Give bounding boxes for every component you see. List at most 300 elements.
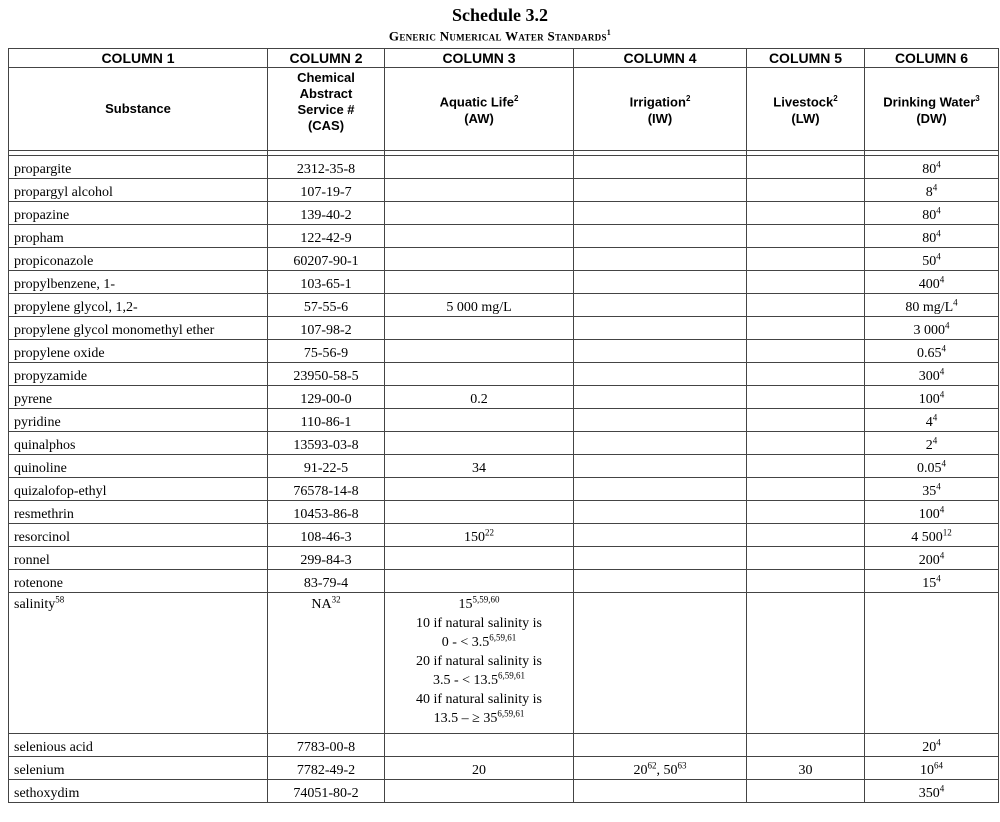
substance-text: quinalphos: [14, 438, 76, 453]
cas-cell: [268, 386, 385, 409]
table-row: [9, 202, 999, 225]
dw-cell: [865, 294, 999, 317]
dw-footnote: 4: [939, 366, 945, 377]
substance-cell: [9, 409, 268, 432]
cas-text: 83-79-4: [303, 576, 349, 591]
dw-footnote: 4: [953, 297, 958, 308]
lw-cell: [747, 179, 865, 202]
aw-line-1: 15: [458, 597, 473, 612]
dw-footnote: 4: [939, 550, 945, 561]
substance-cell: [9, 340, 268, 363]
dw-footnote: 4: [939, 783, 945, 794]
dw-text: 3 000: [913, 323, 945, 338]
substance-cell: [9, 757, 268, 780]
dw-footnote: 4: [939, 274, 945, 285]
aw-cell: [385, 363, 574, 386]
aw-cell: [385, 757, 574, 780]
cas-cell: [268, 202, 385, 225]
lw-cell: [747, 271, 865, 294]
substance-cell: [9, 317, 268, 340]
cas-cell: [268, 734, 385, 757]
cas-text: 2312-35-8: [296, 162, 356, 177]
aw-line-7-footnote: 6,59,61: [497, 708, 525, 719]
substance-cell: [9, 570, 268, 593]
aw-abbrev: (AW): [464, 110, 494, 126]
substance-label: Substance: [105, 101, 171, 116]
substance-footnote: 58: [55, 594, 65, 605]
dw-text: 0.05: [917, 461, 942, 476]
iw-cell: [574, 501, 747, 524]
aw-label: Aquatic Life: [439, 94, 514, 110]
aw-cell: [385, 340, 574, 363]
iw-cell: [574, 179, 747, 202]
dw-footnote: 4: [936, 481, 941, 492]
cas-text: 60207-90-1: [293, 254, 359, 269]
aw-line-1-footnote: 5,59,60: [472, 594, 500, 605]
substance-cell: [9, 271, 268, 294]
cas-cell: [268, 757, 385, 780]
dw-text: 80: [922, 208, 937, 223]
table-body-after: [9, 734, 999, 803]
document-page: [0, 5, 1000, 822]
substance-text: propylene oxide: [14, 346, 105, 361]
substance-cell: [9, 179, 268, 202]
substance-cell: [9, 501, 268, 524]
cas-label-4: (CAS): [307, 118, 345, 133]
cas-text: 7783-00-8: [296, 740, 356, 755]
cas-header: [268, 68, 385, 151]
table-row: [9, 524, 999, 547]
cas-cell: [268, 524, 385, 547]
dw-cell: [865, 386, 999, 409]
dw-cell: [865, 363, 999, 386]
table-row: [9, 225, 999, 248]
aw-line-5-footnote: 6,59,61: [498, 670, 526, 681]
lw-cell: [747, 478, 865, 501]
iw-cell: [574, 734, 747, 757]
column-3-header: COLUMN 3: [385, 49, 574, 68]
dw-text: 400: [918, 277, 940, 292]
table-row: [9, 317, 999, 340]
substance-text: propiconazole: [14, 254, 94, 269]
cas-text: 23950-58-5: [293, 369, 359, 384]
dw-footnote: 4: [932, 435, 938, 446]
cas-text: 57-55-6: [303, 300, 349, 315]
substance-cell: [9, 593, 268, 734]
substance-cell: [9, 225, 268, 248]
column-4-header: COLUMN 4: [574, 49, 747, 68]
dw-cell: [865, 179, 999, 202]
substance-text: propylene glycol monomethyl ether: [14, 323, 215, 338]
dw-footnote: 3: [975, 94, 980, 104]
dw-footnote: 4: [932, 182, 938, 193]
substance-text: resorcinol: [14, 530, 70, 545]
substance-cell: [9, 455, 268, 478]
dw-cell: [865, 455, 999, 478]
dw-text: 10: [920, 763, 934, 778]
iw-cell: [574, 524, 747, 547]
iw-cell: [574, 386, 747, 409]
table-row: [9, 501, 999, 524]
aw-cell: [385, 734, 574, 757]
aw-text: 150: [464, 530, 485, 545]
cas-cell: [268, 593, 385, 734]
substance-cell: [9, 547, 268, 570]
dw-cell: [865, 734, 999, 757]
aw-line-7: 13.5 – ≥ 35: [433, 711, 498, 726]
substance-text: propham: [14, 231, 64, 246]
substance-cell: [9, 248, 268, 271]
substance-cell: [9, 202, 268, 225]
iw-cell: [574, 156, 747, 179]
substance-cell: [9, 363, 268, 386]
cas-text: 108-46-3: [300, 530, 352, 545]
cas-text: 91-22-5: [303, 461, 349, 476]
dw-text: 300: [918, 369, 940, 384]
table-row: [9, 455, 999, 478]
dw-cell: [865, 248, 999, 271]
cas-cell: [268, 478, 385, 501]
iw-footnote: 2: [685, 94, 691, 104]
substance-cell: [9, 524, 268, 547]
iw-cell: [574, 570, 747, 593]
substance-text: rotenone: [14, 576, 63, 591]
cas-text: 75-56-9: [303, 346, 349, 361]
dw-cell: [865, 340, 999, 363]
aw-text: 5 000 mg/L: [446, 300, 512, 315]
dw-cell: [865, 225, 999, 248]
dw-text: 50: [922, 254, 937, 269]
cas-cell: [268, 317, 385, 340]
column-1-header: COLUMN 1: [9, 49, 268, 68]
iw-cell: [574, 409, 747, 432]
dw-text: 4 500: [911, 530, 943, 545]
cas-cell: [268, 271, 385, 294]
substance-header: [9, 68, 268, 151]
iw-label: Irrigation: [629, 94, 686, 110]
substance-text: propyzamide: [14, 369, 88, 384]
cas-cell: [268, 780, 385, 803]
aw-cell: [385, 593, 574, 734]
lw-cell: [747, 225, 865, 248]
water-standards-table: [8, 48, 999, 803]
cas-text: 76578-14-8: [293, 484, 359, 499]
cas-cell: [268, 432, 385, 455]
substance-text: resmethrin: [14, 507, 74, 522]
substance-text: selenious acid: [14, 740, 93, 755]
cas-text: 107-19-7: [300, 185, 352, 200]
cas-text: 13593-03-8: [293, 438, 359, 453]
column-number-row: [9, 49, 999, 68]
lw-abbrev: (LW): [791, 110, 820, 126]
substance-text: pyridine: [14, 415, 61, 430]
lw-cell: [747, 455, 865, 478]
aw-line-4: 20 if natural salinity is: [416, 654, 542, 669]
table-row: [9, 547, 999, 570]
dw-cell: [865, 524, 999, 547]
dw-footnote: 4: [936, 205, 941, 216]
aw-cell: [385, 156, 574, 179]
dw-footnote: 4: [936, 251, 941, 262]
cas-text: 129-00-0: [300, 392, 352, 407]
cas-cell: [268, 340, 385, 363]
substance-text: propargite: [14, 162, 72, 177]
aw-text: 34: [472, 461, 486, 476]
iw-cell: [574, 202, 747, 225]
dw-text: 20: [922, 740, 937, 755]
cas-cell: [268, 248, 385, 271]
cas-text: 107-98-2: [300, 323, 352, 338]
dw-text: 0.65: [917, 346, 942, 361]
dw-text: 4: [925, 415, 933, 430]
substance-cell: [9, 432, 268, 455]
substance-text: sethoxydim: [14, 786, 80, 801]
substance-cell: [9, 780, 268, 803]
aw-cell: [385, 271, 574, 294]
iw-cell: [574, 432, 747, 455]
lw-cell: [747, 524, 865, 547]
aw-cell: [385, 570, 574, 593]
dw-text: 80 mg/L: [905, 300, 954, 315]
lw-cell: [747, 317, 865, 340]
aw-footnote: 2: [513, 94, 519, 104]
iw-footnote: 62: [647, 760, 657, 771]
dw-cell: [865, 317, 999, 340]
substance-text: propazine: [14, 208, 70, 223]
dw-cell: [865, 156, 999, 179]
substance-cell: [9, 294, 268, 317]
subtitle-footnote: 1: [606, 28, 612, 37]
table-row: [9, 248, 999, 271]
table-row: [9, 271, 999, 294]
table-row: [9, 294, 999, 317]
table-row: [9, 409, 999, 432]
dw-text: 35: [922, 484, 937, 499]
schedule-subtitle: [0, 25, 1000, 43]
lw-cell: [747, 570, 865, 593]
iw-cell: [574, 363, 747, 386]
aw-cell: [385, 179, 574, 202]
cas-text: 7782-49-2: [296, 763, 356, 778]
iw-text-2: , 50: [656, 763, 678, 778]
lw-cell: [747, 294, 865, 317]
livestock-header: [747, 68, 865, 151]
iw-cell: [574, 593, 747, 734]
dw-text: 350: [918, 786, 940, 801]
iw-cell: [574, 478, 747, 501]
cas-text: 110-86-1: [300, 415, 352, 430]
drinking-water-header: [865, 68, 999, 151]
dw-text: 100: [918, 507, 940, 522]
table-row: [9, 432, 999, 455]
lw-cell: [747, 734, 865, 757]
column-5-header: COLUMN 5: [747, 49, 865, 68]
iw-cell: [574, 248, 747, 271]
substance-text: propylbenzene, 1-: [14, 277, 116, 292]
dw-cell: [865, 757, 999, 780]
cas-label-2: Abstract: [299, 86, 353, 101]
dw-footnote: 4: [941, 343, 946, 354]
cas-cell: [268, 225, 385, 248]
aw-cell: [385, 455, 574, 478]
dw-text: 2: [925, 438, 933, 453]
cas-text: 139-40-2: [300, 208, 352, 223]
lw-label: Livestock: [773, 94, 834, 110]
dw-cell: [865, 547, 999, 570]
cas-label-3: Service #: [297, 102, 355, 117]
dw-footnote: 4: [939, 504, 945, 515]
lw-cell: [747, 409, 865, 432]
aw-text: 0.2: [470, 392, 488, 407]
table-body: [9, 156, 999, 593]
substance-cell: [9, 478, 268, 501]
lw-cell: [747, 248, 865, 271]
cas-text: 74051-80-2: [293, 786, 359, 801]
dw-abbrev: (DW): [916, 110, 947, 126]
dw-footnote: 4: [936, 573, 941, 584]
dw-footnote: 64: [934, 760, 943, 771]
dw-label: Drinking Water: [883, 94, 976, 110]
cas-text: 103-65-1: [300, 277, 352, 292]
cas-cell: [268, 156, 385, 179]
dw-footnote: 4: [945, 320, 950, 331]
table-row: [9, 734, 999, 757]
cas-cell: [268, 501, 385, 524]
aw-cell: [385, 524, 574, 547]
aw-footnote: 22: [485, 527, 494, 538]
lw-cell: [747, 501, 865, 524]
dw-footnote: 4: [939, 389, 945, 400]
aw-line-6: 40 if natural salinity is: [416, 692, 542, 707]
lw-cell: [747, 202, 865, 225]
aw-cell: [385, 202, 574, 225]
cas-footnote: 32: [331, 594, 341, 605]
dw-cell: [865, 593, 999, 734]
lw-cell: [747, 340, 865, 363]
lw-cell: [747, 363, 865, 386]
table-row-salinity: [9, 593, 999, 734]
iw-text: 20: [633, 763, 648, 778]
cas-label-1: Chemical: [297, 70, 355, 85]
lw-cell: [747, 757, 865, 780]
lw-cell: [747, 386, 865, 409]
dw-cell: [865, 780, 999, 803]
column-2-header: COLUMN 2: [268, 49, 385, 68]
cas-cell: [268, 179, 385, 202]
irrigation-header: [574, 68, 747, 151]
substance-text: salinity: [14, 597, 56, 612]
dw-footnote: 4: [941, 458, 946, 469]
substance-cell: [9, 734, 268, 757]
table-row: [9, 570, 999, 593]
substance-text: propylene glycol, 1,2-: [14, 300, 138, 315]
dw-cell: [865, 409, 999, 432]
iw-abbrev: (IW): [647, 110, 673, 126]
subtitle-text: Generic Numerical Water Standards: [388, 28, 607, 44]
table-row: [9, 780, 999, 803]
dw-cell: [865, 271, 999, 294]
aw-cell: [385, 317, 574, 340]
aw-text: 20: [472, 763, 486, 778]
substance-text: quizalofop-ethyl: [14, 484, 107, 499]
aw-cell: [385, 501, 574, 524]
cas-cell: [268, 294, 385, 317]
column-title-row: [9, 68, 999, 151]
dw-footnote: 12: [942, 527, 952, 538]
aw-cell: [385, 432, 574, 455]
aw-line-2: 10 if natural salinity is: [416, 616, 542, 631]
cas-text: NA: [311, 597, 332, 612]
substance-text: quinoline: [14, 461, 67, 476]
dw-footnote: 4: [936, 159, 941, 170]
aw-line-3: 0 - < 3.5: [441, 635, 490, 650]
aw-cell: [385, 294, 574, 317]
substance-cell: [9, 386, 268, 409]
aw-cell: [385, 225, 574, 248]
iw-cell: [574, 340, 747, 363]
cas-cell: [268, 455, 385, 478]
dw-cell: [865, 570, 999, 593]
table-row: [9, 340, 999, 363]
dw-cell: [865, 432, 999, 455]
lw-text: 30: [798, 763, 813, 778]
iw-footnote-2: 63: [677, 760, 687, 771]
iw-cell: [574, 271, 747, 294]
lw-cell: [747, 432, 865, 455]
dw-cell: [865, 202, 999, 225]
lw-cell: [747, 780, 865, 803]
table-row: [9, 757, 999, 780]
salinity-body: [9, 593, 999, 734]
aw-cell: [385, 409, 574, 432]
aw-line-3-footnote: 6,59,61: [489, 632, 517, 643]
aw-cell: [385, 478, 574, 501]
table-row: [9, 363, 999, 386]
substance-text: ronnel: [14, 553, 50, 568]
table-row: [9, 156, 999, 179]
dw-footnote: 4: [932, 412, 938, 423]
aw-cell: [385, 547, 574, 570]
aw-cell: [385, 780, 574, 803]
table-row: [9, 179, 999, 202]
substance-cell: [9, 156, 268, 179]
iw-cell: [574, 757, 747, 780]
dw-text: 100: [918, 392, 940, 407]
iw-cell: [574, 294, 747, 317]
lw-cell: [747, 547, 865, 570]
lw-footnote: 2: [833, 94, 838, 104]
cas-cell: [268, 547, 385, 570]
cas-cell: [268, 363, 385, 386]
substance-text: propargyl alcohol: [14, 185, 113, 200]
aquatic-life-header: [385, 68, 574, 151]
aw-cell: [385, 248, 574, 271]
dw-text: 80: [922, 162, 937, 177]
cas-text: 122-42-9: [300, 231, 352, 246]
schedule-title: Schedule 3.2: [451, 5, 548, 25]
aw-cell: [385, 386, 574, 409]
substance-text: selenium: [14, 763, 65, 778]
cas-cell: [268, 570, 385, 593]
iw-cell: [574, 780, 747, 803]
cas-cell: [268, 409, 385, 432]
iw-cell: [574, 455, 747, 478]
lw-cell: [747, 593, 865, 734]
aw-line-5: 3.5 - < 13.5: [432, 673, 499, 688]
dw-text: 15: [922, 576, 937, 591]
dw-footnote: 4: [936, 737, 941, 748]
iw-cell: [574, 225, 747, 248]
